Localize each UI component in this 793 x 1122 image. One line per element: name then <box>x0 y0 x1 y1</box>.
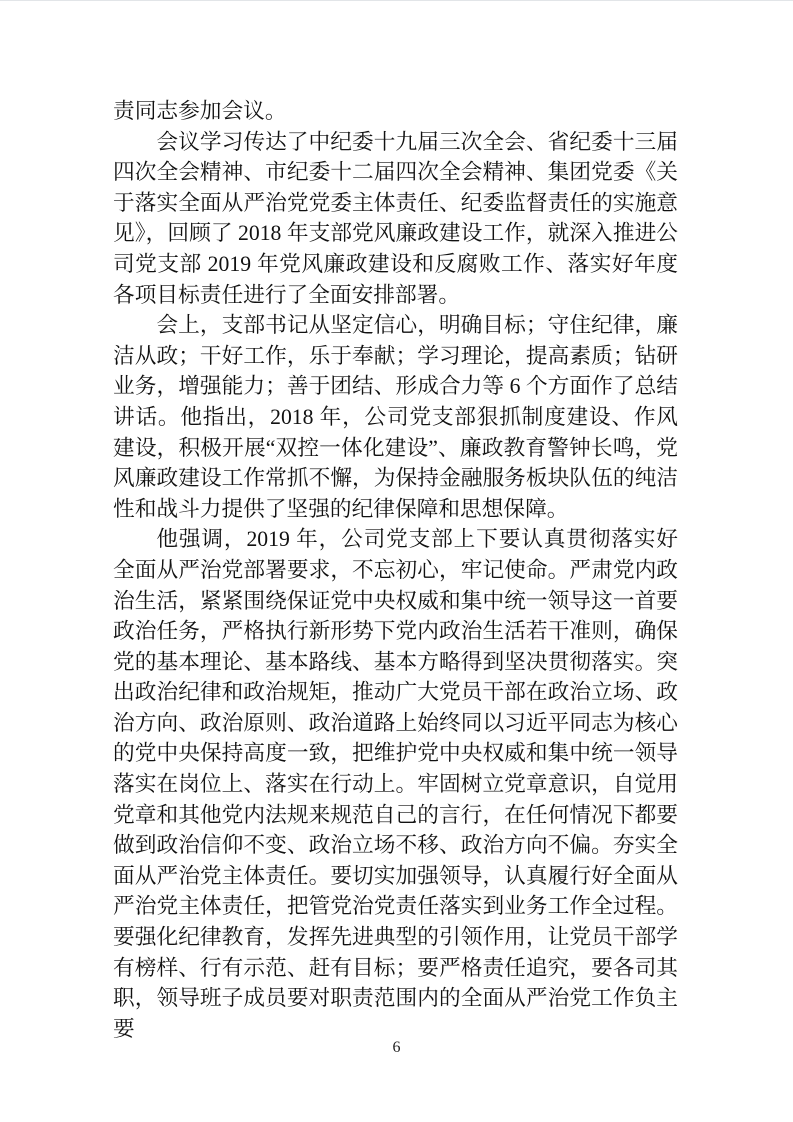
page-footer <box>0 1039 793 1057</box>
page-number: 6 <box>392 1039 401 1056</box>
paragraph: 他强调，2019 年，公司党支部上下要认真贯彻落实好全面从严治党部署要求，不忘初心，牢记使命。严肃党内政治生活，紧紧围绕保证党中央权威和集中统一领导这一首要政治任务，严格执行新形势下党内政治生活若干准则，确保党的基本理论、基本路线、基本方略得到坚决贯彻落实。突出政治纪律和政治规矩，推动广大党员干部在政治立场、政治方向、政治原则、政治道路上始终同以习近平同志为核心的党中央保持高度一致，把维护党中央权威和集中统一领导落实在岗位上、落实在行动上。牢固树立党章意识，自觉用党章和其他党内法规来规范自己的言行，在任何情况下都要做到政治信仰不变、政治立场不移、政治方向不偏。夯实全面从严治党主体责任。要切实加强领导，认真履行好全面从严治党主体责任，把管党治党责任落实到业务工作全过程。要强化纪律教育，发挥先进典型的引领作用，让党员干部学有榜样、行有示范、赶有目标；要严格责任追究，要各司其职，领导班子成员要对职责范围内的全面从严治党工作负主要 <box>113 527 678 1041</box>
paragraph-continuation: 责同志参加会议。 <box>113 99 287 123</box>
body-text <box>113 96 678 1044</box>
paragraph: 会上，支部书记从坚定信心，明确目标；守住纪律，廉洁从政；干好工作，乐于奉献；学习理论，提高素质；钻研业务，增强能力；善于团结、形成合力等 6 个方面作了总结讲话。他指出，2018 年，公司党支部狠抓制度建设、作风建设，积极开展“双控一体化建设”、廉政教育警钟长鸣，党风廉政建设工作常抓不懈，为保持金融服务板块队伍的纯洁性和战斗力提供了坚强的纪律保障和思想保障。 <box>113 313 678 521</box>
paragraph: 会议学习传达了中纪委十九届三次全会、省纪委十三届四次全会精神、市纪委十二届四次全会精神、集团党委《关于落实全面从严治党党委主体责任、纪委监督责任的实施意见》，回顾了 2018 年支部党风廉政建设工作，就深入推进公司党支部 2019 年党风廉政建设和反腐败工作、落实好年度各项目标责任进行了全面安排部署。 <box>113 129 678 307</box>
